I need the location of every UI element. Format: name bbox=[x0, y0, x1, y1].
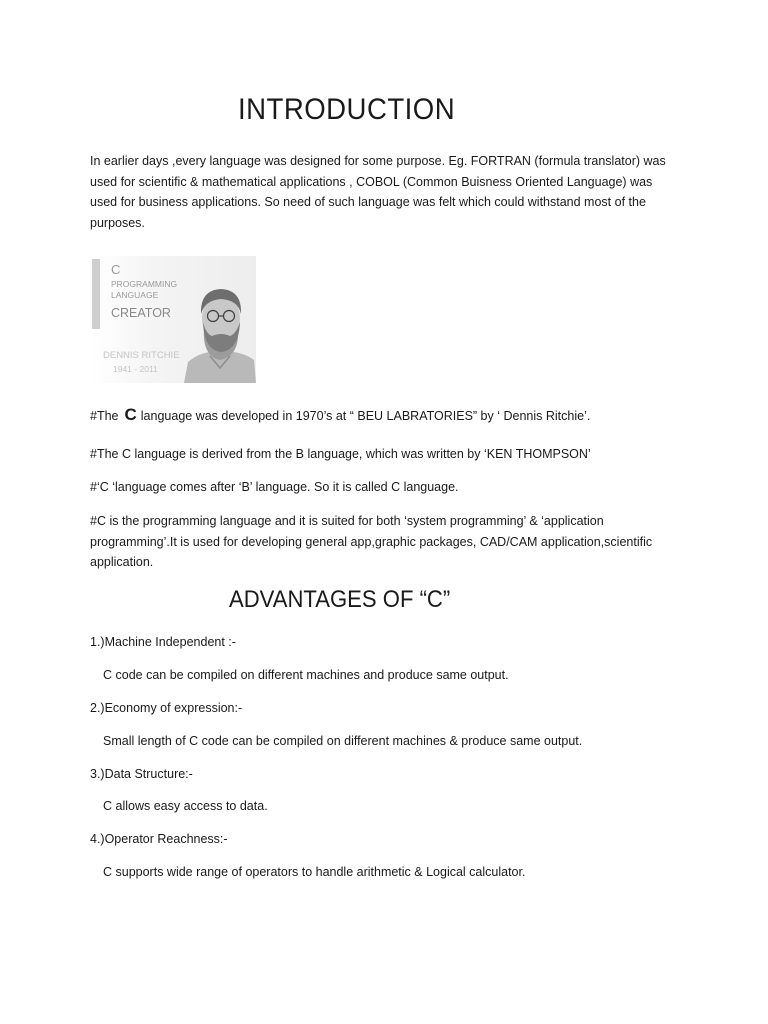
advantage-3-heading: 3.)Data Structure:- bbox=[90, 767, 193, 781]
fact-line-1 bbox=[90, 405, 590, 425]
advantage-2-desc: Small length of C code can be compiled on different machines & produce same output. bbox=[103, 734, 583, 748]
image-creator-label: CREATOR bbox=[111, 306, 171, 320]
intro-paragraph: In earlier days ,every language was designed for some purpose. Eg. FORTRAN (formula translator) was used for scientific & mathematical applications , COBOL (Common Buisness Oriented Language) was used for business applications. So need of such language was felt which could withstand most of the purposes. bbox=[90, 154, 666, 230]
portrait-photo bbox=[184, 276, 256, 383]
advantage-3-desc: C allows easy access to data. bbox=[103, 799, 268, 813]
advantage-1-heading: 1.)Machine Independent :- bbox=[90, 635, 236, 649]
fact-line-2: #The C language is derived from the B language, which was written by ‘KEN THOMPSON’ bbox=[90, 447, 591, 461]
fact-line-1-suffix: language was developed in 1970’s at “ BEU LABRATORIES” by ‘ Dennis Ritchie’. bbox=[140, 409, 591, 423]
image-c-label: C bbox=[111, 262, 121, 277]
image-programming-language-label: PROGRAMMING LANGUAGE bbox=[111, 279, 178, 300]
advantage-4-heading: 4.)Operator Reachness:- bbox=[90, 832, 228, 846]
advantage-4-desc: C supports wide range of operators to handle arithmetic & Logical calculator. bbox=[103, 865, 526, 879]
image-accent-bar bbox=[92, 259, 100, 329]
image-years-label: 1941 - 2011 bbox=[113, 364, 158, 374]
fact-line-4: #C is the programming language and it is suited for both ‘system programming’ & ‘application programming’.It is used for developing general app,graphic packages, CAD/CAM application,scientific application. bbox=[90, 514, 653, 569]
advantage-1-desc: C code can be compiled on different machines and produce same output. bbox=[103, 668, 509, 682]
introduction-title: INTRODUCTION bbox=[238, 93, 456, 126]
fact-line-1-c: C bbox=[124, 405, 137, 424]
image-name-label: DENNIS RITCHIE bbox=[103, 350, 180, 361]
advantages-title: ADVANTAGES OF “C” bbox=[229, 586, 451, 613]
advantage-2-heading: 2.)Economy of expression:- bbox=[90, 701, 243, 715]
fact-line-3: #‘C ‘language comes after ‘B’ language. So it is called C language. bbox=[90, 480, 459, 494]
dennis-ritchie-image bbox=[91, 256, 256, 383]
fact-line-1-prefix: #The bbox=[90, 409, 119, 423]
